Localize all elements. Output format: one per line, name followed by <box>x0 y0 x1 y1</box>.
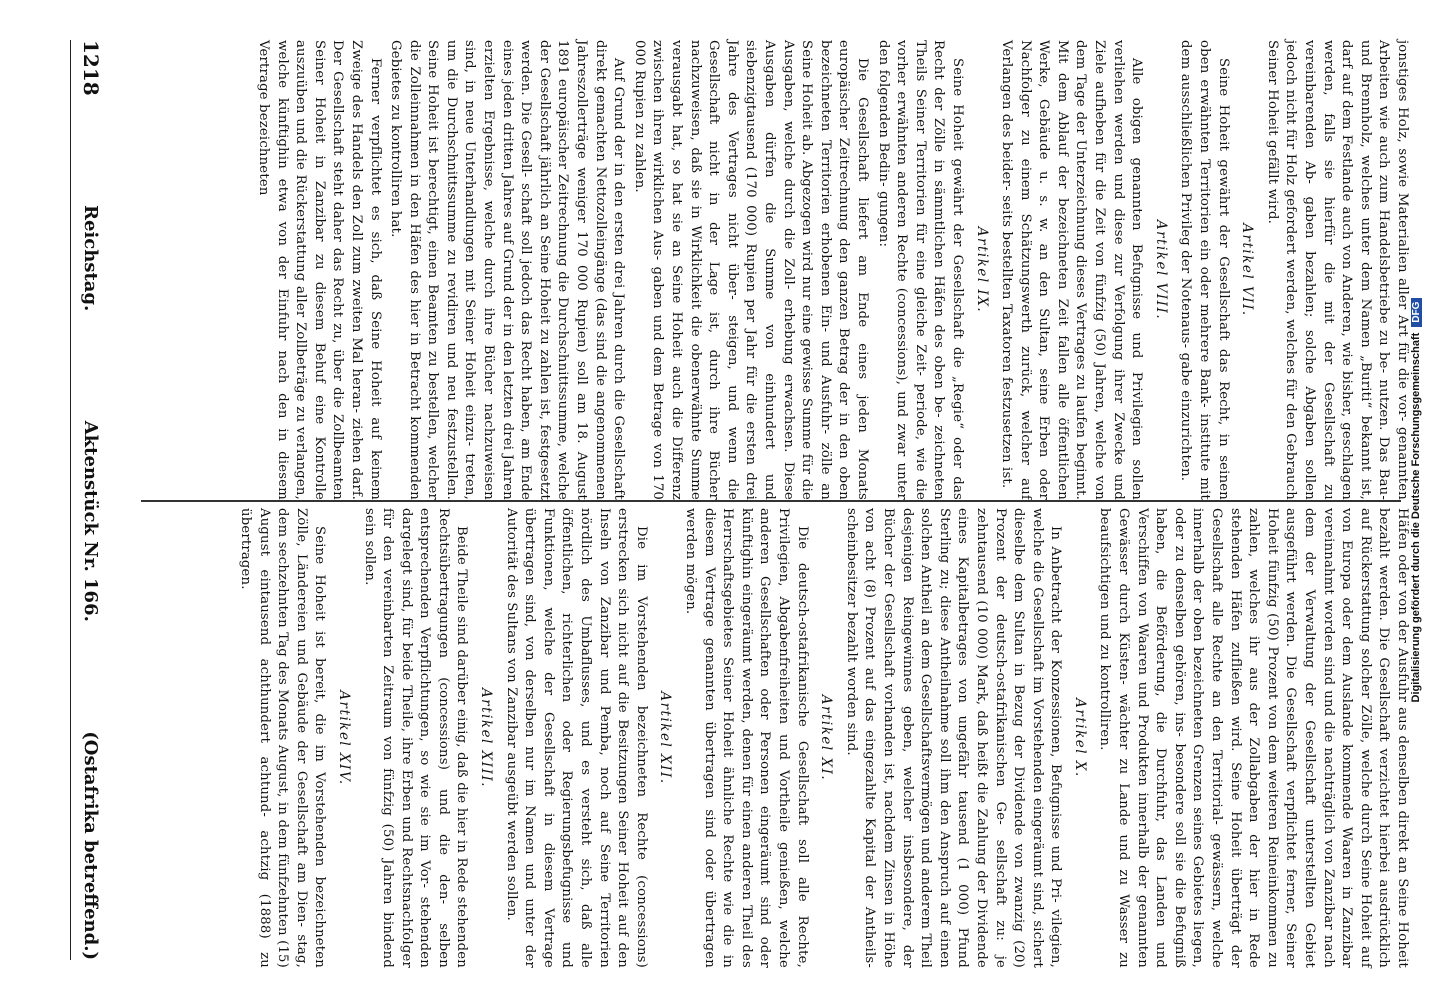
paragraph: Beide Theile sind darüber einig, daß die hier in Rede stehenden Rechtsübertragungen (concessions) und die den- selben entsprechenden Verpflichtungen, so wie sie im Vor- stehenden dargelegt sind, für beide Theile, ihre Erben und Rechtsnachfolger für den vereinbarten Zeitraum von fünfzig (50) Jahren bindend sein sollen. <box>361 508 470 968</box>
paragraph: Die deutsch-ostafrikanische Gesellschaft soll alle Rechte, Privilegien, Abgabenfreiheiten und Vortheile genießen, welche anderen Gesellschaften oder Personen eingeräumt sind oder künftighin eingeräumt werden, denen für einen anderen Theil des Herrschaftsgebietes Seiner Hoheit ähnliche Rechte wie die in diesem Vertrage genannten übertragen sind oder übertragen werden mögen. <box>683 508 810 968</box>
article-heading: Artikel XIV. <box>335 690 352 786</box>
article-heading: Artikel XII. <box>657 691 674 785</box>
left-column <box>251 40 1411 500</box>
right-column <box>233 508 1411 968</box>
paragraph: Seine Hoheit gewährt der Gesellschaft die „Regie“ oder das Recht der Zölle in sämmtlichen Häfen des oben be- zeichneten Theils Seiner Territorien für eine gleiche Zeit- periode, wie die vorher erwähnten anderen Rechte (concessions), und zwar unter den folgenden Bedin- gungen: <box>875 40 965 500</box>
dfg-logo: DFG <box>1411 298 1422 327</box>
article-heading: Artikel IX. <box>973 226 990 314</box>
header-right: (Ostafrika betreffend.) <box>80 731 102 960</box>
article-heading: Artikel XI. <box>818 694 835 782</box>
paragraph: Häfen oder von der Ausfuhr aus denselben direkt an Seine Hoheit bezahlt werden. Die Gesellschaft verzichtet hierbei ausdrücklich auf Rückerstattung solcher Zölle, welche durch Seine Hoheit auf von Europa oder dem Auslande kommende Waaren in Zanzibar vereinnahmt worden sind und die nachträglich von Zanzibar nach dem der Verwaltung der Gesellschaft unterstellten Gebiet ausgeführt werden. Die Gesellschaft verpflichtet ferner, Seiner Hoheit fünfzig (50) Prozent von dem weiteren Reineinkommen zu zahlen, welches ihr aus der Zollabgaben der hier in Rede stehenden Häfen zufließen wird. Seine Hoheit überträgt der Gesellschaft alle Rechte an den Territorial- gewässern, welche innerhalb der oben bezeichneten Grenzen seines Gebietes liegen, oder zu denselben gehören, ins- besondere soll sie die Befugniß haben, die Beförderung, die Durchfuhr, das Landen und Verschiffen von Waaren und Produkten innerhalb der genannten Gewässer durch Küsten- wächter zu Lande und zu Wasser zu beaufsichtigen und zu kontrolliren. <box>1097 508 1410 968</box>
header-left: Reichstag. <box>80 205 102 312</box>
paragraph: Die Gesellschaft liefert am Ende eines jeden Monats europäischer Zeitrechnung den ganzen Betrag der in den oben bezeichneten Territorien erhobenen Ein- und Ausfuhr- zölle an Seine Hoheit ab. Abgezogen wird nur eine gewisse Summe für die Ausgaben, welche durch die Zoll- erhebung erwachsen. Diese Ausgaben dürfen die Summe von einhundert und siebenzigtausend (170 000) Rupien per Jahr für die ersten drei Jahre des Vertrages nicht über- steigen, und wenn die Gesellschaft nicht in der Lage ist, durch ihre Bücher nachzuweisen, daß sie in Wirklichkeit die obenerwähnte Summe verausgabt hat, so hat sie an Seine Hoheit auch die Differenz zwischen ihren wirklichen Aus- gaben und dem Betrage von 170 000 Rupien zu zahlen. <box>631 40 870 500</box>
paragraph: Die im Vorstehenden bezeichneten Rechte (concessions) erstrecken sich nicht auf die Besitzungen Seiner Hoheit auf den Inseln von Zanzibar und Pemba, noch auf Seine Territorien nördlich des Umbaflusses, und es versteht sich, daß alle öffentlichen, richterlichen oder Regierungsbefugnisse und Funktionen, welche der Gesellschaft in diesem Vertrage übertragen sind, von derselben nur im Namen und unter der Autorität des Sultans von Zanzibar ausgeübt werden sollen. <box>503 508 649 968</box>
footer-text: Digitalisierung gefördert durch die Deutsche Forschungsgemeinschaft <box>1410 332 1422 703</box>
paragraph: Auf Grund der in den ersten drei Jahren durch die Gesellschaft direkt gemachten Nettozolleingänge (das sind die angenommenen Jahreszollerträge weniger 170 000 Rupien) soll am 18. August 1891 europäischer Zeitrechnung die Durchschnittssumme, welche der Gesellschaft jährlich an Seine Hoheit zu zahlen ist, festgesetzt werden. Die Gesell- schaft soll jedoch das Recht haben, am Ende eines jeden dritten Jahres auf Grund der in den letzten drei Jahren erzielten Ergebnisse, welche durch ihre Bücher nachzuweisen sind, in neue Unterhandlungen mit Seiner Hoheit einzu- treten, um die Durchschnittssumme zu revidiren und neu festzustellen. Seine Hoheit ist berechtigt, einen Beamten zu bestellen, welcher die Zolleinnahmen in den Häfen des hier in Betracht kommenden Gebietes zu kontrolliren hat. <box>388 40 627 500</box>
header-center: Aktenstück Nr. 166. <box>80 420 102 622</box>
document-page <box>21 0 1411 1000</box>
paragraph: Ferner verpflichtet es sich, daß Seine Hoheit auf keinem Zweige des Handels den Zoll zum zweiten Mal heran- ziehen darf. Der Gesellschaft steht daher das Recht zu, über die Zollbeamten Seiner Hoheit in Zanzibar zu diesem Behuf eine Kontrolle auszuüben und die Rückerstattung aller Zollbeträge zu verlangen, welche künftighin etwa von der Einfuhr nach den in diesem Vertrage bezeichneten <box>255 40 383 500</box>
article-heading: Artikel X. <box>1071 698 1088 778</box>
paragraph: Seine Hoheit gewährt der Gesellschaft das Recht, in seinen oben erwähnten Territorien ein oder mehrere Bank- institute mit dem ausschließlichen Privileg der Notenaus- gabe einzurichten. <box>1178 40 1231 500</box>
article-heading: Artikel VIII. <box>1152 219 1169 321</box>
page-number: 1218 <box>79 40 103 96</box>
column-divider <box>141 500 1401 502</box>
paragraph: In Anbetracht der Konzessionen, Befugnisse und Pri- vilegien, welche die Gesellschaft im Vorstehenden eingeräumt sind, sichert dieselbe dem Sultan in Bezug der Dividende von zwanzig (20) Prozent der deutsch-ostafrikanischen Ge- sellschaft zu: je zehntausend (10 000) Mark, daß heißt die Zahlung der Dividende eines Kapitalbetrages von ungefähr tausend (1 000) Pfund Sterling zu; diese Antheilnahme soll ihm den Anspruch auf einen solchen Antheil an dem Gesellschaftsvermögen und anderem Theil desjenigen Reingewinnes geben, welcher insbesondere, der Bücher der Gesellschaft vorhanden ist, nachdem Zinsen in Höhe von acht (8) Prozent auf das eingezahlte Kapital der Antheils- scheinbesitzer bezahlt worden sind. <box>843 508 1064 968</box>
article-heading: Artikel XIII. <box>478 687 495 789</box>
footer-credit <box>1410 0 1422 1000</box>
paragraph: Alle obigen genannten Befugnisse und Privilegien sollen verliehen werden und diese zur Verfolgung ihrer Zwecke und Ziele aufheben für die Zeit von fünfzig (50) Jahren, welche von dem Tage der Unterzeichnung dieses Vertrages zu laufen beginnt. Mit dem Ablauf der bezeichneten Zeit fallen alle öffentlichen Werke, Gebäude u. s. w. an den Sultan, seine Erben oder Nachfolger zu einem Schätzungswerth zurück, welcher auf Verlangen des beider- seits bestellten Taxatoren festzusetzen ist. <box>999 40 1145 500</box>
footer-strip <box>1410 0 1428 1000</box>
paragraph: jonstiges Holz, sowie Materialien aller Art für die vor- genannten Arbeiten wie auch zum Handelsbetriebe zu be- nutzen. Das Bau- und Brennholz, welches unter dem Namen „Buriti“ bekannt ist, darf auf dem Festlande auch von Anderen, wie bisher, geschlagen werden, falls sie hierfür die mit der Gesellschaft zu vereinbarenden Ab- gaben bezahlen; solche Abgaben sollen jedoch nicht für Holz gefordert werden, welches für den Gebrauch Seiner Hoheit gefällt wird. <box>1264 40 1410 500</box>
page-header <box>70 40 111 960</box>
paragraph: Seine Hoheit ist bereit, die im Vorstehenden bezeichneten Zölle, Ländereien und Gebäude der Gesellschaft am Dien- stag, dem sechzehnten Tag des Monats August, in dem fünfzehnten (15) August eintausend achthundert achtund- achtzig (1888) zu übertragen. <box>237 508 328 968</box>
article-heading: Artikel VII. <box>1239 223 1256 317</box>
